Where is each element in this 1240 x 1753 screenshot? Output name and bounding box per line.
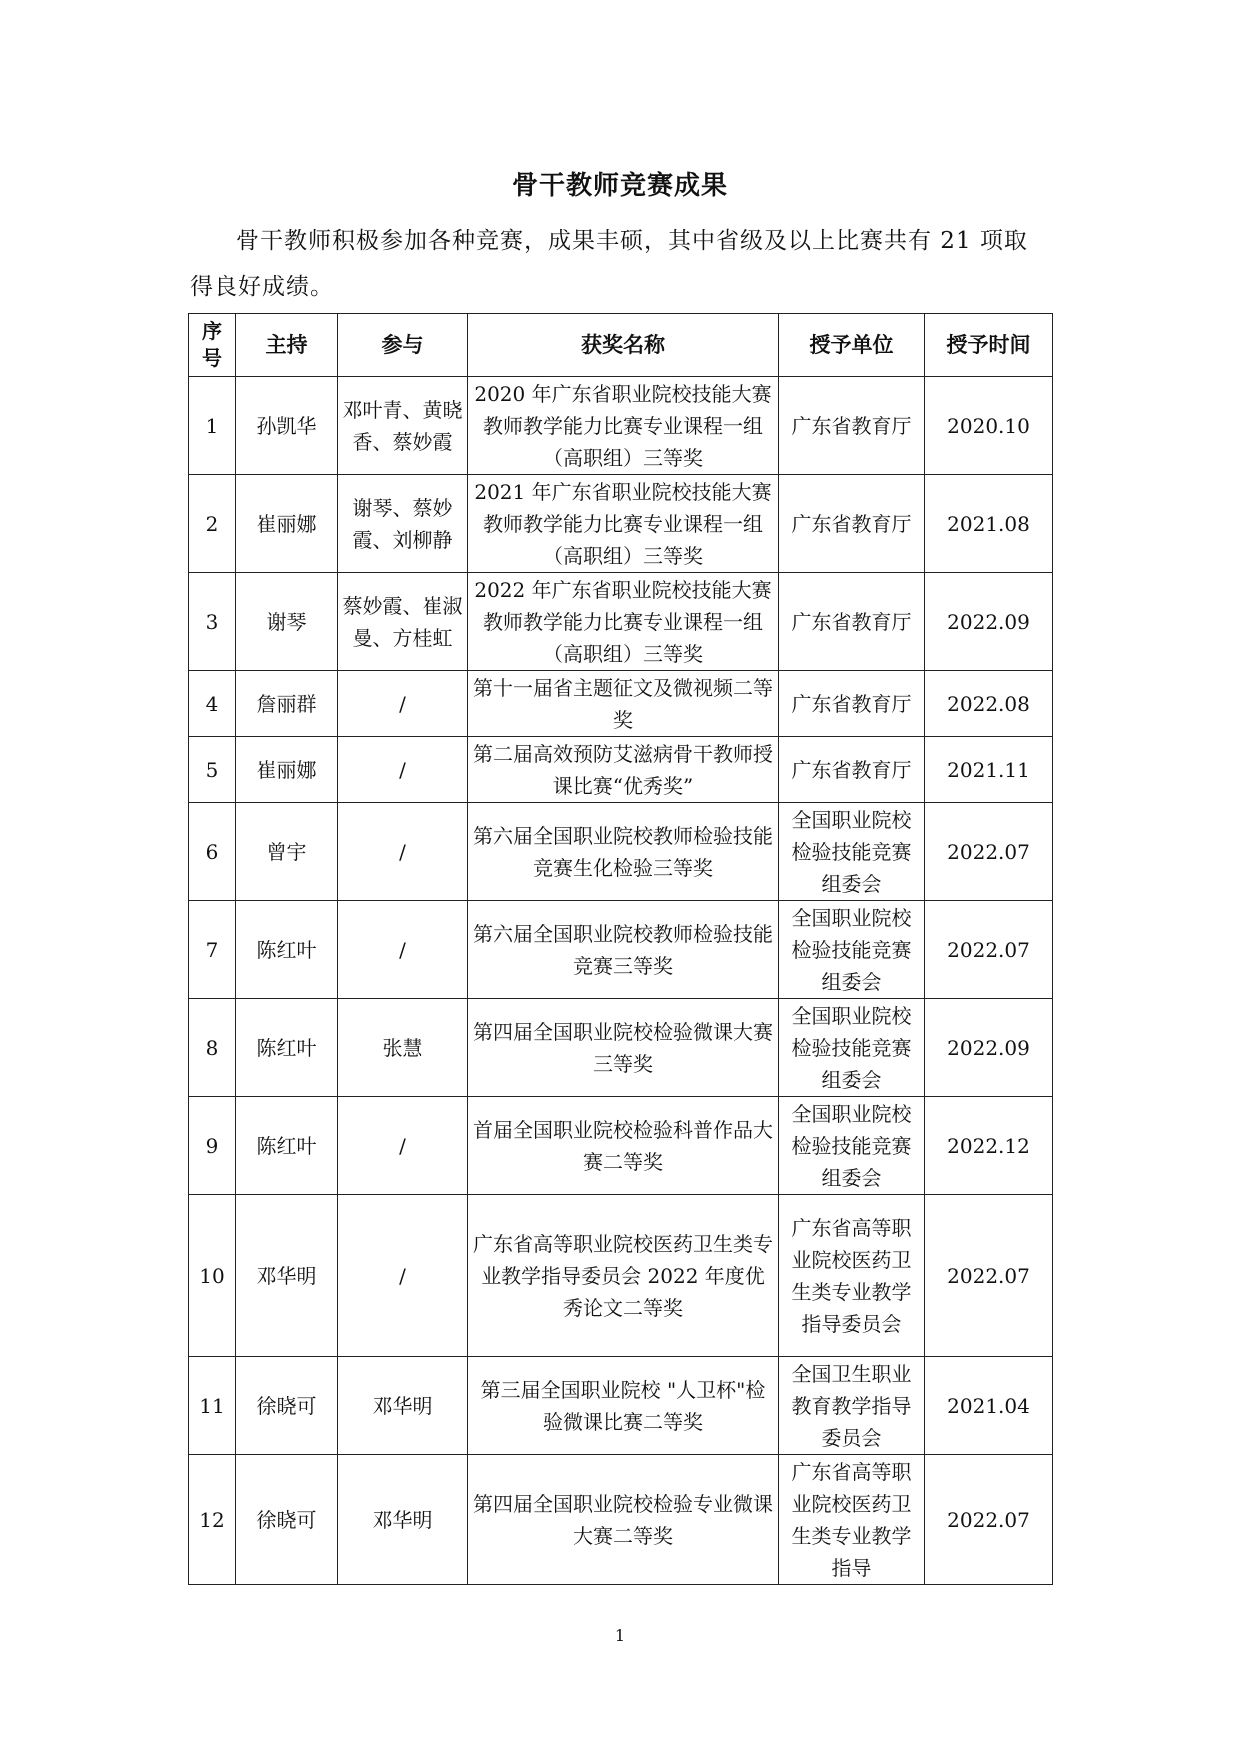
cell-award-name: 第六届全国职业院校教师检验技能竞赛三等奖	[468, 901, 779, 999]
page-number: 1	[614, 1626, 626, 1645]
table-row	[189, 1357, 1053, 1455]
cell-host: 谢琴	[236, 573, 338, 671]
cell-award-name: 2022 年广东省职业院校技能大赛教师教学能力比赛专业课程一组（高职组）三等奖	[468, 573, 779, 671]
awards-table	[188, 313, 1053, 1585]
cell-award-name: 第四届全国职业院校检验微课大赛三等奖	[468, 999, 779, 1097]
header-grant-date: 授予时间	[925, 314, 1053, 377]
cell-grant-date: 2022.07	[925, 1195, 1053, 1357]
cell-host: 陈红叶	[236, 901, 338, 999]
page-title: 骨干教师竞赛成果	[511, 171, 728, 201]
cell-grant-date: 2022.07	[925, 901, 1053, 999]
cell-granting-unit: 全国卫生职业教育教学指导委员会	[779, 1357, 925, 1455]
cell-host: 孙凯华	[236, 377, 338, 475]
table-row	[189, 475, 1053, 573]
cell-index: 7	[189, 901, 236, 999]
cell-host: 崔丽娜	[236, 475, 338, 573]
cell-granting-unit: 全国职业院校检验技能竞赛组委会	[779, 803, 925, 901]
cell-host: 陈红叶	[236, 999, 338, 1097]
table-row	[189, 377, 1053, 475]
cell-granting-unit: 广东省教育厅	[779, 737, 925, 803]
cell-participants: 谢琴、蔡妙霞、刘柳静	[338, 475, 468, 573]
table-row	[189, 1097, 1053, 1195]
header-index: 序号	[189, 314, 236, 377]
cell-index: 12	[189, 1455, 236, 1585]
cell-granting-unit: 广东省教育厅	[779, 475, 925, 573]
cell-grant-date: 2022.09	[925, 999, 1053, 1097]
cell-grant-date: 2022.09	[925, 573, 1053, 671]
cell-participants: /	[338, 901, 468, 999]
cell-index: 9	[189, 1097, 236, 1195]
cell-granting-unit: 广东省教育厅	[779, 573, 925, 671]
cell-host: 徐晓可	[236, 1455, 338, 1585]
table-row	[189, 671, 1053, 737]
cell-granting-unit: 广东省高等职业院校医药卫生类专业教学指导委员会	[779, 1195, 925, 1357]
table-row	[189, 901, 1053, 999]
header-award-name: 获奖名称	[468, 314, 779, 377]
cell-index: 5	[189, 737, 236, 803]
cell-granting-unit: 全国职业院校检验技能竞赛组委会	[779, 1097, 925, 1195]
cell-host: 徐晓可	[236, 1357, 338, 1455]
cell-participants: /	[338, 1195, 468, 1357]
cell-granting-unit: 广东省教育厅	[779, 377, 925, 475]
table-row	[189, 803, 1053, 901]
cell-granting-unit: 广东省高等职业院校医药卫生类专业教学指导	[779, 1455, 925, 1585]
cell-participants: 邓叶青、黄晓香、蔡妙霞	[338, 377, 468, 475]
table-row	[189, 1455, 1053, 1585]
cell-index: 6	[189, 803, 236, 901]
cell-index: 10	[189, 1195, 236, 1357]
table-row	[189, 737, 1053, 803]
cell-index: 4	[189, 671, 236, 737]
cell-award-name: 2020 年广东省职业院校技能大赛教师教学能力比赛专业课程一组（高职组）三等奖	[468, 377, 779, 475]
cell-participants: 邓华明	[338, 1455, 468, 1585]
cell-index: 8	[189, 999, 236, 1097]
cell-award-name: 2021 年广东省职业院校技能大赛教师教学能力比赛专业课程一组（高职组）三等奖	[468, 475, 779, 573]
table-header-row	[189, 314, 1053, 377]
cell-index: 11	[189, 1357, 236, 1455]
cell-index: 3	[189, 573, 236, 671]
cell-host: 邓华明	[236, 1195, 338, 1357]
table-row	[189, 573, 1053, 671]
intro-paragraph: 骨干教师积极参加各种竞赛，成果丰硕，其中省级及以上比赛共有 21 项取得良好成绩。	[190, 228, 1028, 300]
cell-award-name: 首届全国职业院校检验科普作品大赛二等奖	[468, 1097, 779, 1195]
cell-award-name: 第四届全国职业院校检验专业微课大赛二等奖	[468, 1455, 779, 1585]
cell-index: 2	[189, 475, 236, 573]
cell-award-name: 第二届高效预防艾滋病骨干教师授课比赛“优秀奖”	[468, 737, 779, 803]
cell-award-name: 广东省高等职业院校医药卫生类专业教学指导委员会 2022 年度优秀论文二等奖	[468, 1195, 779, 1357]
cell-grant-date: 2022.08	[925, 671, 1053, 737]
cell-grant-date: 2022.07	[925, 1455, 1053, 1585]
cell-participants: 邓华明	[338, 1357, 468, 1455]
cell-participants: /	[338, 1097, 468, 1195]
cell-granting-unit: 广东省教育厅	[779, 671, 925, 737]
cell-award-name: 第十一届省主题征文及微视频二等奖	[468, 671, 779, 737]
cell-participants: /	[338, 803, 468, 901]
cell-participants: /	[338, 671, 468, 737]
cell-participants: 张慧	[338, 999, 468, 1097]
cell-granting-unit: 全国职业院校检验技能竞赛组委会	[779, 901, 925, 999]
table-row	[189, 1195, 1053, 1357]
cell-participants: 蔡妙霞、崔淑曼、方桂虹	[338, 573, 468, 671]
header-granting-unit: 授予单位	[779, 314, 925, 377]
cell-award-name: 第三届全国职业院校 "人卫杯"检验微课比赛二等奖	[468, 1357, 779, 1455]
cell-granting-unit: 全国职业院校检验技能竞赛组委会	[779, 999, 925, 1097]
cell-grant-date: 2021.04	[925, 1357, 1053, 1455]
cell-index: 1	[189, 377, 236, 475]
cell-grant-date: 2021.08	[925, 475, 1053, 573]
table-row	[189, 999, 1053, 1097]
cell-host: 陈红叶	[236, 1097, 338, 1195]
header-host: 主持	[236, 314, 338, 377]
cell-host: 崔丽娜	[236, 737, 338, 803]
cell-grant-date: 2022.12	[925, 1097, 1053, 1195]
cell-host: 詹丽群	[236, 671, 338, 737]
cell-award-name: 第六届全国职业院校教师检验技能竞赛生化检验三等奖	[468, 803, 779, 901]
cell-grant-date: 2022.07	[925, 803, 1053, 901]
cell-grant-date: 2020.10	[925, 377, 1053, 475]
header-participants: 参与	[338, 314, 468, 377]
cell-host: 曾宇	[236, 803, 338, 901]
cell-grant-date: 2021.11	[925, 737, 1053, 803]
cell-participants: /	[338, 737, 468, 803]
